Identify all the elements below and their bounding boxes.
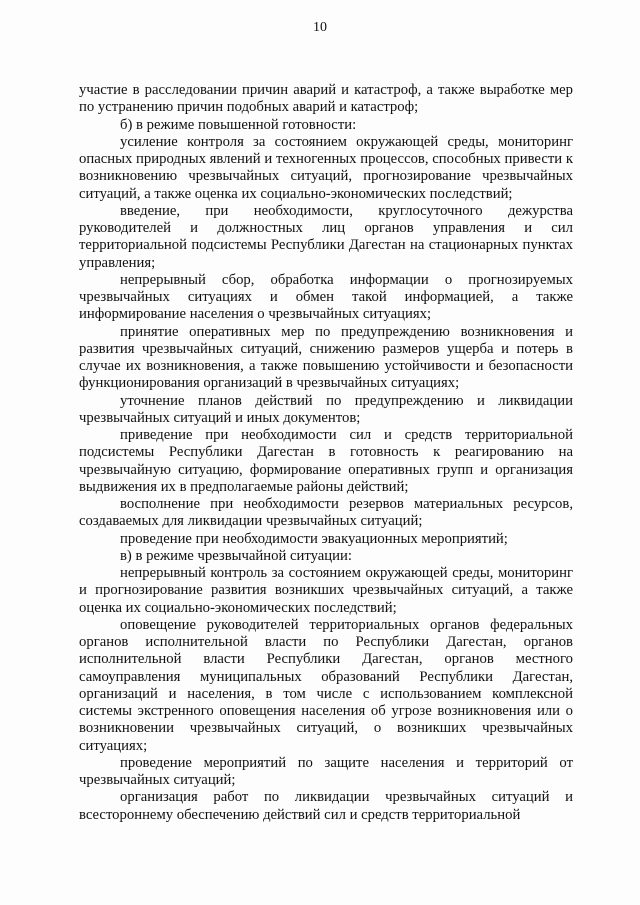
paragraph-2: б) в режиме повышенной готовности: — [120, 116, 357, 133]
paragraph-7: уточнение планов действий по предупреждению и ликвидации чрезвычайных ситуаций и иных документов; — [79, 392, 573, 426]
paragraph-10: проведение при необходимости эвакуационных мероприятий; — [120, 530, 508, 547]
page-number: 10 — [313, 20, 327, 35]
paragraph-12: непрерывный контроль за состоянием окружающей среды, мониторинг и прогнозирование развития возникших чрезвычайных ситуаций, а также оценка их социально-экономических последствий; — [79, 565, 573, 616]
paragraph-5: непрерывный сбор, обработка информации о прогнозируемых чрезвычайных ситуациях и обмен такой информацией, а также информирование населения о чрезвычайных ситуациях; — [79, 271, 573, 323]
paragraph-14: проведение мероприятий по защите населения и территорий от чрезвычайных ситуаций; — [79, 754, 573, 788]
paragraph-13: оповещение руководителей территориальных органов федеральных органов исполнительной власти по Республики Дагестан, органов исполнительной власти Республики Дагестан, органов местного самоуправления муниципальных образований Республики Дагестан, организаций и населения, в том числе с использованием комплексной системы экстренного оповещения населения об угрозе возникновения или о возникновении чрезвычайных ситуаций, о возникших чрезвычайных ситуациях; — [79, 616, 573, 754]
paragraph-1: участие в расследовании причин аварий и катастроф, а также выработке мер по устранению причин подобных аварий и катастроф; — [79, 82, 573, 116]
document-body — [79, 82, 573, 824]
paragraph-3: усиление контроля за состоянием окружающей среды, мониторинг опасных природных явлений и техногенных процессов, способных привести к возникновению чрезвычайных ситуаций, прогнозирование чрезвычайных ситуаций, а также оценка их социально-экономических последствий; — [79, 133, 573, 202]
paragraph-11: в) в режиме чрезвычайной ситуации: — [120, 547, 352, 564]
paragraph-9: восполнение при необходимости резервов материальных ресурсов, создаваемых для ликвидации чрезвычайных ситуаций; — [79, 496, 573, 530]
paragraph-4: введение, при необходимости, круглосуточного дежурства руководителей и должностных лиц органов управления и сил территориальной подсистемы Республики Дагестан на стационарных пунктах управления; — [79, 202, 573, 271]
paragraph-15: организация работ по ликвидации чрезвычайных ситуаций и всестороннему обеспечению действий сил и средств территориальной — [79, 789, 573, 823]
paragraph-6: принятие оперативных мер по предупреждению возникновения и развития чрезвычайных ситуаций, снижению размеров ущерба и потерь в случае их возникновения, а также повышению устойчивости и безопасности функционирования организаций в чрезвычайных ситуациях; — [79, 323, 573, 392]
paragraph-8: приведение при необходимости сил и средств территориальной подсистемы Республики Дагестан в готовность к реагированию на чрезвычайную ситуацию, формирование оперативных групп и организация выдвижения их в предполагаемые районы действий; — [79, 427, 573, 495]
